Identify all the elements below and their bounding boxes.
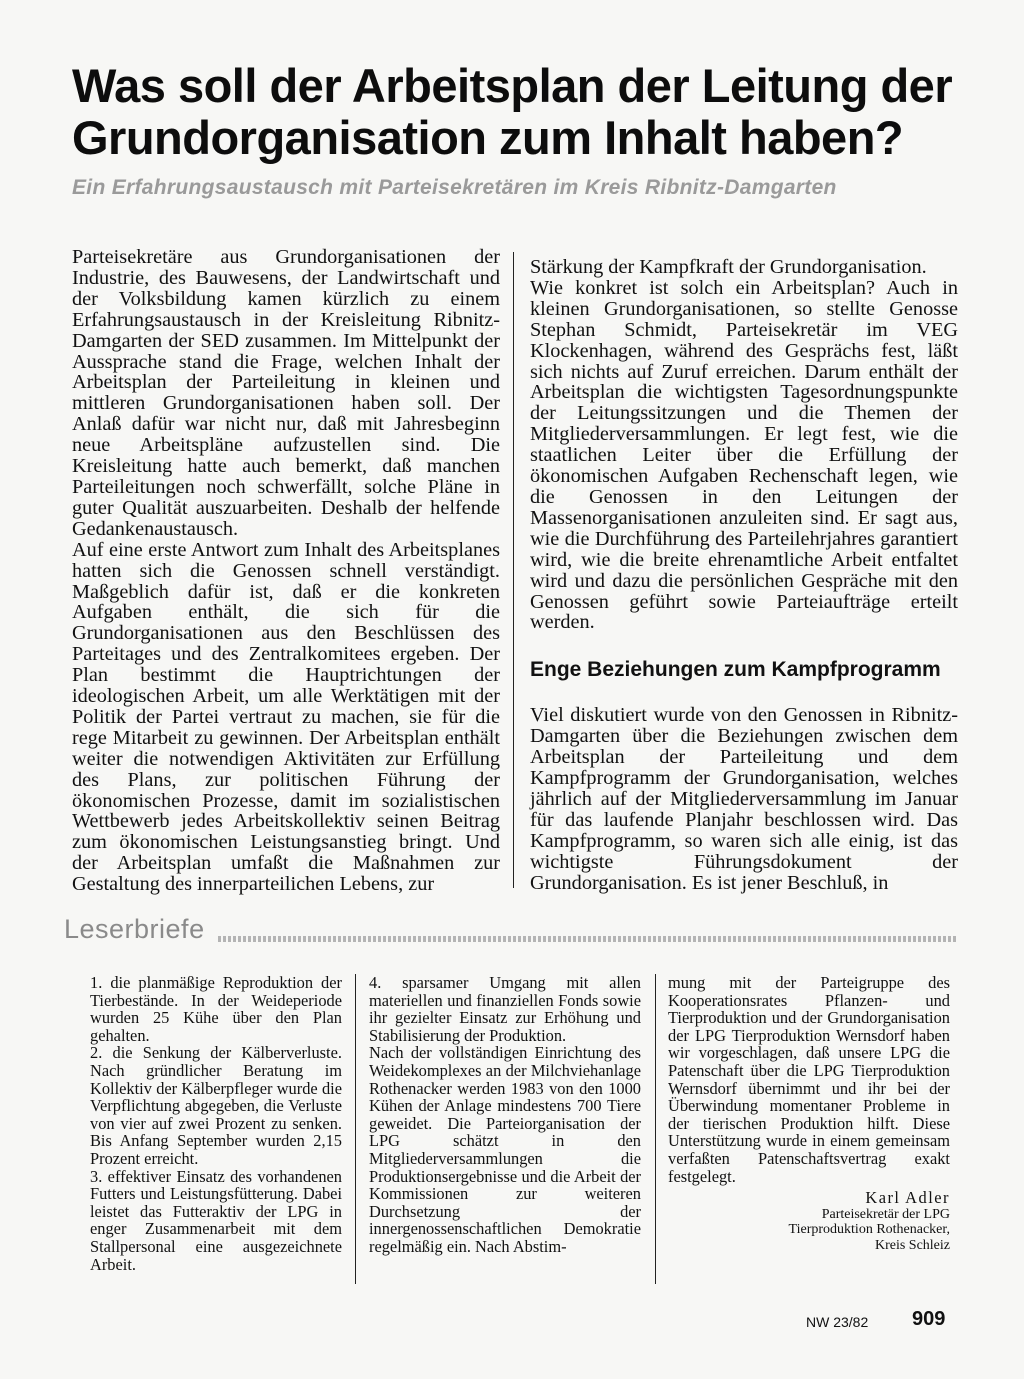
signature-role: Tierproduktion Rothenacker, (788, 1222, 950, 1238)
signature-name: Karl Adler (865, 1188, 950, 1208)
page-number: 909 (912, 1308, 946, 1330)
article-paragraph: Parteisekretäre aus Grundorganisationen der Industrie, des Bauwesens, der Landwirtschaft und der Volksbildung kamen kürzlich zu einem Erfahrungsaustausch in der Kreisleitung Ribnitz-Damgarten der SED zusammen. Im Mittelpunkt der Aussprache stand die Frage, welchen Inhalt der Arbeitsplan der Parteileitung in kleinen und mittleren Grundorganisationen haben soll. Der Anlaß dafür war nicht nur, daß mit Jahresbeginn neue Arbeitspläne aufzustellen sind. Die Kreisleitung hatte auch bemerkt, daß manchen Parteileitungen noch schwerfällt, solche Pläne in guter Qualität auszuarbeiten. Deshalb der helfende Gedankenaustausch. (72, 246, 500, 540)
letters-column-2 (369, 974, 641, 1256)
letters-heading-rule (218, 936, 958, 942)
column-divider (655, 974, 656, 1284)
headline: Was soll der Arbeitsplan der Leitung der Grundorganisation zum Inhalt haben? (72, 59, 953, 164)
column-divider (355, 974, 356, 1284)
article-column-1 (72, 247, 500, 895)
letter-paragraph: 4. sparsamer Umgang mit allen materiellen und finanziellen Fonds sowie ihr gezielter Einsatz zur Erhöhung und Stabilisierung der Produktion. (369, 973, 641, 1045)
letter-paragraph: 1. die planmäßige Reproduktion der Tierbestände. In der Weideperiode wurden 25 Kühe über den Plan gehalten. (90, 973, 342, 1045)
letter-paragraph: 3. effektiver Einsatz des vorhandenen Futters und Leistungsfütterung. Dabei leistet das Futteraktiv der LPG in enger Zusammenarbeit mit dem Stallpersonal eine ausgezeichnete Arbeit. (90, 1166, 342, 1274)
column-divider (513, 252, 514, 888)
subtitle: Ein Erfahrungsaustausch mit Parteisekretären im Kreis Ribnitz-Damgarten (72, 176, 837, 199)
signature-role: Kreis Schleiz (874, 1237, 950, 1253)
letters-heading: Leserbriefe (64, 914, 205, 944)
article-paragraph: Wie konkret ist solch ein Arbeitsplan? Auch in kleinen Grundorganisationen, so stellte Genosse Stephan Schmidt, Parteisekretär im VEG Klockenhagen, während des Gesprächs fest, läßt sich nichts auf Zuruf erreichen. Darum enthält der Arbeitsplan die wichtigsten Tagesordnungspunkte der Leitungssitzungen und die Themen der Mitgliederversammlungen. Er legt fest, wie die staatlichen Leiter über die Erfüllung der ökonomischen Aufgaben Rechenschaft legen, wie die Genossen in den Leitungen der Massenorganisationen anzuleiten sind. Er sagt aus, wie die Durchführung des Parteilehrjahres garantiert wird, wie die breite ehrenamtliche Arbeit entfaltet wird und dazu die persönlichen Gespräche mit den Genossen geführt sowie Parteiaufträge erteilt werden. (530, 276, 958, 634)
section-heading: Enge Beziehungen zum Kampfprogramm (530, 658, 941, 682)
article-paragraph: Auf eine erste Antwort zum Inhalt des Arbeitsplanes hatten sich die Genossen schnell verständigt. Maßgeblich dafür ist, daß er die konkreten Aufgaben enthält, die sich für die Grundorganisationen aus den Beschlüssen des Parteitages und des Zentralkomitees ergeben. Der Plan bestimmt die Hauptrichtungen der ideologischen Arbeit, um alle Werktätigen mit der Politik der Partei vertraut zu machen, sie für die rege Mitarbeit zu gewinnen. Der Arbeitsplan enthält weiter die notwendigen Aktivitäten zur Erfüllung des Plans, zur politischen Führung der ökonomischen Prozesse, damit im sozialistischen Wettbewerb jedes Arbeitskollektiv seinen Beitrag zum ökonomischen Leistungsanstieg bringt. Und der Arbeitsplan umfaßt die Maßnahmen zur Gestaltung des innerparteilichen Lebens, zur (72, 538, 500, 896)
article-column-2 (530, 257, 958, 893)
letters-column-1 (90, 974, 342, 1273)
letter-paragraph: mung mit der Parteigruppe des Kooperationsrates Pflanzen- und Tierproduktion und der Grundorganisation der LPG Tierproduktion Wernsdorf haben wir vorgeschlagen, daß unsere LPG die Patenschaft über die LPG Tierproduktion Wernsdorf übernimmt und ihr bei der Überwindung momentaner Probleme in der tierischen Produktion hilft. Diese Unterstützung wurde in einem gemeinsam verfaßten Patenschaftsvertrag exakt festgelegt. (668, 973, 950, 1186)
signature-role: Parteisekretär der LPG (821, 1206, 950, 1222)
letter-paragraph: 2. die Senkung der Kälberverluste. Nach gründlicher Beratung im Kollektiv der Kälberpfleger wurde die Verpflichtung abgegeben, die Verluste von vier auf zwei Prozent zu senken. Bis Anfang September wurden 2,15 Prozent erreicht. (90, 1043, 342, 1168)
article-paragraph: Stärkung der Kampfkraft der Grundorganisation. (530, 256, 927, 278)
letters-column-3 (668, 974, 950, 1253)
letter-paragraph: Nach der vollständigen Einrichtung des Weidekomplexes an der Milchviehanlage Rothenacker werden 1983 von den 1000 Kühen der Anlage mindestens 700 Tiere geweidet. Die Parteiorganisation der LPG schätzt in den Mitgliederversammlungen die Produktionsergebnisse und die Arbeit der Kommissionen zur weiteren Durchsetzung der innergenossenschaftlichen Demokratie regelmäßig ein. Nach Abstim- (369, 1043, 641, 1256)
issue-reference: NW 23/82 (806, 1314, 869, 1330)
article-paragraph: Viel diskutiert wurde von den Genossen in Ribnitz-Damgarten über die Beziehungen zwischen dem Arbeitsplan der Parteileitung und dem Kampfprogramm der Grundorganisation, welches jährlich auf der Mitgliederversammlung im Januar für das laufende Planjahr beschlossen wird. Das Kampfprogramm, so waren sich alle einig, ist das wichtigste Führungsdokument der Grundorganisation. Es ist jener Beschluß, in (530, 704, 958, 894)
